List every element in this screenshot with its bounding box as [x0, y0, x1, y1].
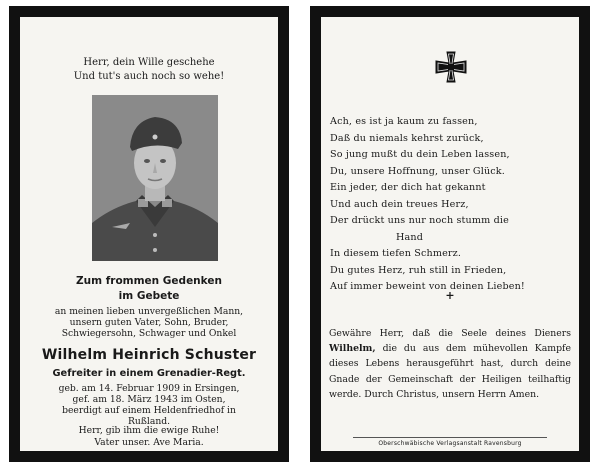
closing-prayer-text	[329, 326, 571, 402]
date-line: geb. am 14. Februar 1909 in Ersingen,	[58, 383, 240, 394]
memorial-heading: Zum frommen Gedenken	[76, 275, 222, 287]
prayer-text-before: Gewähre Herr, daß die Seele deines Dieners	[329, 328, 571, 339]
memorial-subheading: im Gebete	[118, 290, 180, 302]
memorial-card-back	[310, 6, 590, 462]
card-back-panel	[321, 17, 579, 451]
poem-line: Hand	[396, 231, 424, 243]
verse-line: Herr, dein Wille geschehe	[83, 57, 215, 68]
date-line: Rußland.	[127, 416, 171, 427]
prayer-line: Vater unser. Ave Maria.	[94, 436, 204, 448]
card-front-panel	[20, 17, 278, 451]
poem-line: Und auch dein treues Herz,	[330, 198, 469, 210]
prayer-name: Wilhelm,	[329, 343, 376, 355]
dedication-line: unsern guten Vater, Sohn, Bruder,	[69, 317, 229, 328]
prayer-text-after: die du aus dem mühevollen Kampfe dieses Lebens herausgeführt hast, durch deine Gnade der Gemeinschaft der Heiligen teilhaftig werde. Durch Christus, unsern Herrn Amen.	[329, 343, 571, 400]
poem-line: Ach, es ist ja kaum zu fassen,	[330, 116, 478, 127]
military-rank: Gefreiter in einem Grenadier-Regt.	[52, 368, 246, 379]
date-line: gef. am 18. März 1943 im Osten,	[72, 394, 226, 405]
iron-cross-icon	[434, 50, 468, 84]
dedication-line: an meinen lieben unvergeßlichen Mann,	[54, 306, 244, 317]
dedication-text	[20, 306, 278, 339]
small-cross-separator: +	[445, 289, 455, 302]
memorial-poem	[330, 114, 571, 296]
poem-line: Du, unsere Hoffnung, unser Glück.	[330, 165, 505, 177]
poem-line: Daß du niemals kehrst zurück,	[330, 132, 484, 144]
poem-line: In diesem tiefen Schmerz.	[330, 248, 462, 259]
verse-line: Und tut's auch noch so wehe!	[73, 71, 225, 82]
deceased-name: Wilhelm Heinrich Schuster	[41, 347, 257, 363]
poem-line: Auf immer beweint von deinen Lieben!	[330, 281, 525, 292]
publisher-credit: Oberschwäbische Verlagsanstalt Ravensburg	[378, 440, 522, 447]
poem-line: So jung mußt du dein Leben lassen,	[330, 149, 510, 160]
poem-line: Du gutes Herz, ruh still in Frieden,	[330, 264, 507, 276]
closing-prayer	[20, 425, 278, 448]
life-dates	[20, 383, 278, 427]
soldier-portrait-photo	[92, 95, 218, 261]
footer-divider	[353, 437, 547, 438]
prayer-line: Herr, gib ihm die ewige Ruhe!	[78, 425, 220, 436]
memorial-card-front	[9, 6, 289, 462]
dedication-line: Schwiegersohn, Schwager und Onkel	[61, 328, 237, 339]
opening-verse	[20, 56, 278, 84]
poem-line: Der drückt uns nur noch stumm die	[330, 215, 509, 226]
poem-line: Ein jeder, der dich hat gekannt	[330, 182, 486, 193]
date-line: beerdigt auf einem Heldenfriedhof in	[62, 405, 236, 416]
